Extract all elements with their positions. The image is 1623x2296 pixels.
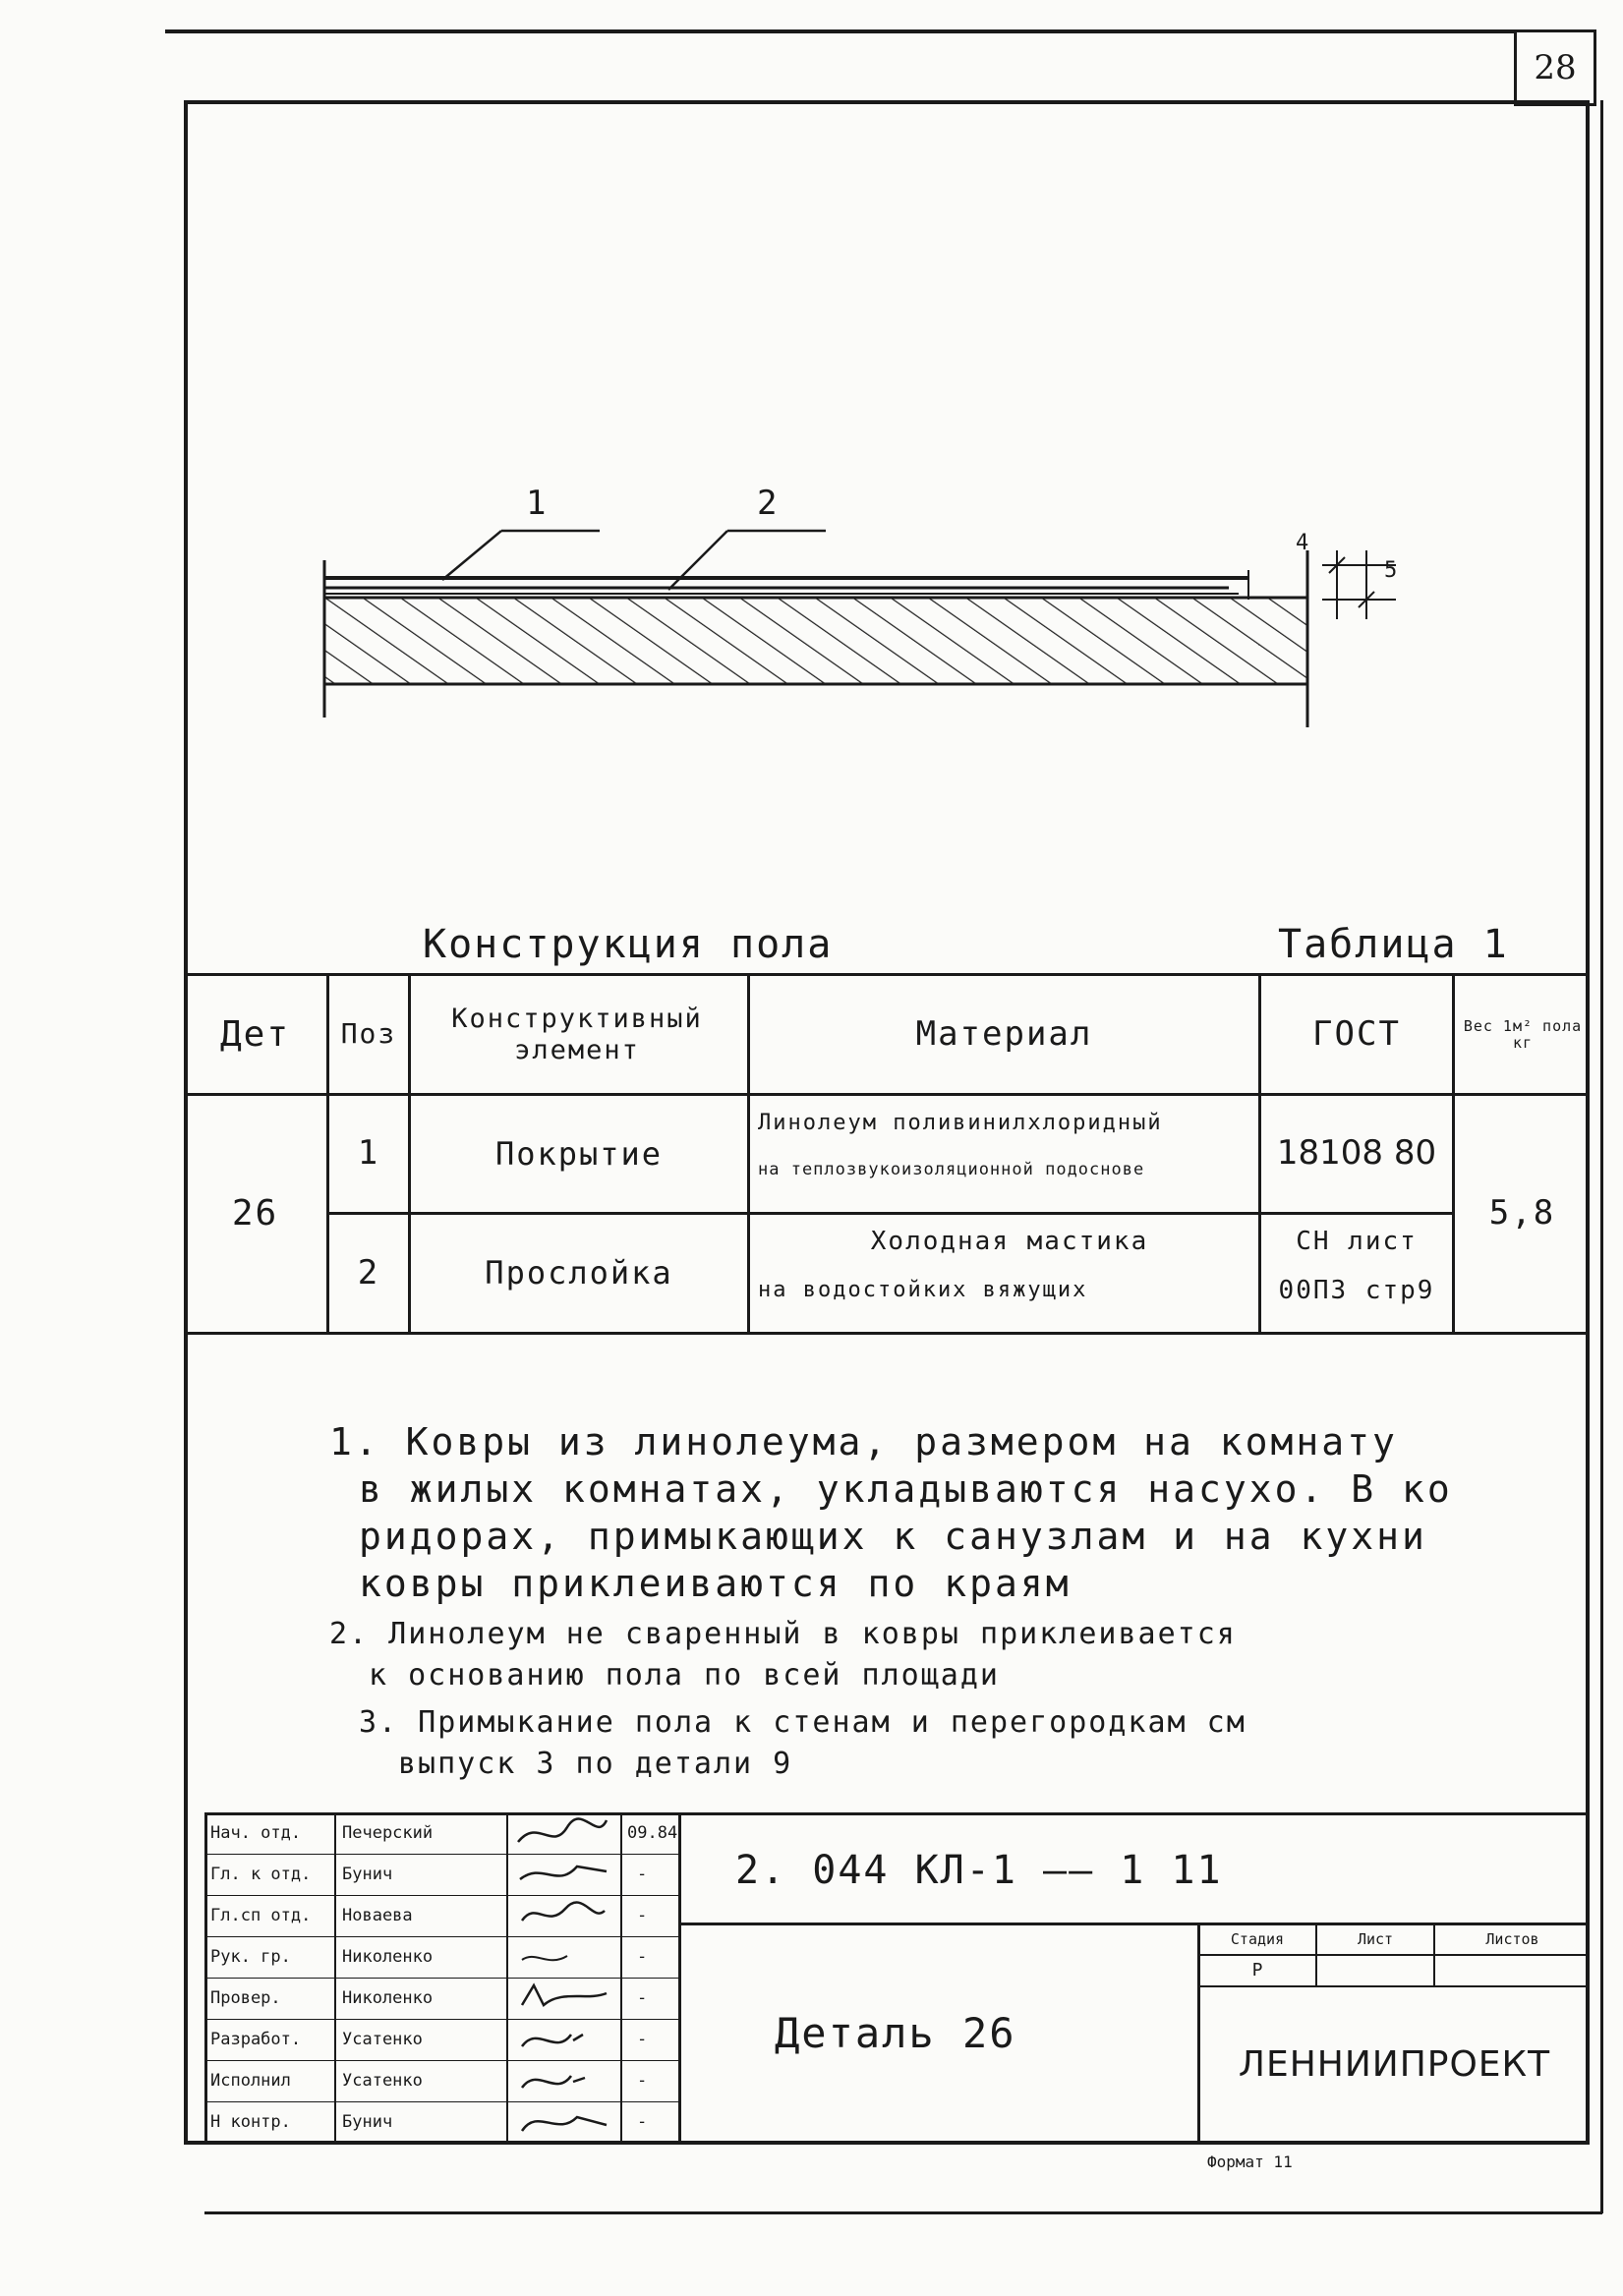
- weight-value: 5,8: [1488, 1193, 1556, 1234]
- staff-name-5: Николенко: [342, 1988, 434, 2008]
- staff-date-1: 09.84: [627, 1823, 678, 1843]
- stage-value: Р: [1251, 1959, 1263, 1980]
- callout-leader-2: [668, 531, 727, 590]
- row1-poz: 1: [357, 1133, 380, 1174]
- staff-date-3: -: [637, 1906, 648, 1925]
- row1-gost: 18108 80: [1276, 1133, 1437, 1174]
- organization-name: ЛЕННИИПРОЕКТ: [1238, 2043, 1551, 2085]
- drawing-code: 2. 044 КЛ-1 —— 1 11: [735, 1848, 1223, 1893]
- header-det: Дет: [219, 1013, 291, 1055]
- staff-role-4: Рук. гр.: [210, 1947, 291, 1967]
- stage-header: Стадия: [1230, 1929, 1285, 1948]
- sheets-header: Листов: [1485, 1929, 1539, 1948]
- staff-role-5: Провер.: [210, 1988, 281, 2008]
- staff-date-8: -: [637, 2112, 648, 2132]
- floor-section-drawing: [295, 472, 1455, 767]
- header-material: Материал: [915, 1013, 1093, 1054]
- note-3-line-1: 3. Примыкание пола к стенам и перегородкам см: [359, 1705, 1246, 1740]
- note-1-line-3: ридорах, примыкающих к санузлам и на кухни: [359, 1515, 1427, 1558]
- dimension-5: 5: [1384, 558, 1400, 583]
- note-1-line-2: в жилых комнатах, укладываются насухо. В ко: [359, 1467, 1453, 1511]
- detail-name: Деталь 26: [775, 2009, 1016, 2057]
- note-1-line-4: ковры приклеиваются по краям: [359, 1562, 1072, 1605]
- row2-gost-line2: 00П3 стр9: [1278, 1276, 1435, 1305]
- top-trim-line: [165, 29, 1514, 33]
- note-2-line-2: к основанию пола по всей площади: [369, 1658, 1000, 1693]
- staff-date-4: -: [637, 1947, 648, 1967]
- staff-role-8: Н контр.: [210, 2112, 291, 2132]
- signatures: [508, 1812, 620, 2145]
- staff-date-6: -: [637, 2030, 648, 2049]
- dimension-4: 4: [1296, 531, 1311, 555]
- row2-material-line1: Холодная мастика: [870, 1227, 1149, 1256]
- staff-name-1: Печерский: [342, 1823, 434, 1843]
- frame-outer-right: [1600, 100, 1603, 2213]
- row1-material-line1: Линолеум поливинилхлоридный: [758, 1111, 1163, 1135]
- row2-material-line2: на водостойких вяжущих: [758, 1278, 1088, 1302]
- format-label: Формат 11: [1207, 2152, 1293, 2171]
- staff-date-2: -: [637, 1865, 648, 1884]
- notes-block: [329, 1420, 1509, 1794]
- staff-name-8: Бунич: [342, 2112, 393, 2132]
- staff-date-7: -: [637, 2071, 648, 2091]
- row2-element: Прослойка: [485, 1254, 673, 1292]
- staff-name-2: Бунич: [342, 1865, 393, 1884]
- title-block: [204, 1812, 1590, 2145]
- row2-poz: 2: [357, 1252, 380, 1292]
- staff-role-3: Гл.сп отд.: [210, 1906, 312, 1925]
- sheet-number: 28: [1534, 48, 1577, 87]
- table-title: Конструкция пола: [423, 922, 834, 967]
- row1-element: Покрытие: [494, 1134, 664, 1173]
- table-label: Таблица 1: [1278, 922, 1509, 967]
- bottom-trim-line: [204, 2211, 1602, 2214]
- note-2-line-1: 2. Линолеум не сваренный в ковры приклеивается: [329, 1617, 1237, 1651]
- header-weight: Вес 1м² пола кг: [1463, 1016, 1583, 1052]
- note-3-line-2: выпуск 3 по детали 9: [398, 1747, 793, 1781]
- staff-role-1: Нач. отд.: [210, 1823, 302, 1843]
- det-value: 26: [231, 1193, 279, 1234]
- header-element: Конструктивный элемент: [451, 1004, 703, 1065]
- construction-table: [184, 973, 1590, 1335]
- callout-leader-1: [442, 531, 501, 580]
- sheet-header: Лист: [1357, 1929, 1394, 1948]
- sheet-number-box: [1514, 29, 1596, 106]
- slab-hatch: [324, 598, 1307, 684]
- row2-gost-line1: СН лист: [1296, 1227, 1418, 1256]
- header-poz: Поз: [340, 1017, 397, 1051]
- staff-name-6: Усатенко: [342, 2030, 423, 2049]
- staff-name-4: Николенко: [342, 1947, 434, 1967]
- staff-role-7: Исполнил: [210, 2071, 291, 2091]
- note-1-line-1: 1. Ковры из линолеума, размером на комнату: [329, 1420, 1398, 1464]
- callout-1: 1: [526, 484, 549, 523]
- staff-role-6: Разработ.: [210, 2030, 302, 2049]
- header-gost: ГОСТ: [1312, 1013, 1401, 1054]
- staff-name-7: Усатенко: [342, 2071, 423, 2091]
- callout-2: 2: [757, 484, 780, 523]
- staff-role-2: Гл. к отд.: [210, 1865, 312, 1884]
- row1-material-line2: на теплозвукоизоляционной подоснове: [758, 1160, 1145, 1179]
- staff-name-3: Новаева: [342, 1906, 413, 1925]
- staff-date-5: -: [637, 1988, 648, 2008]
